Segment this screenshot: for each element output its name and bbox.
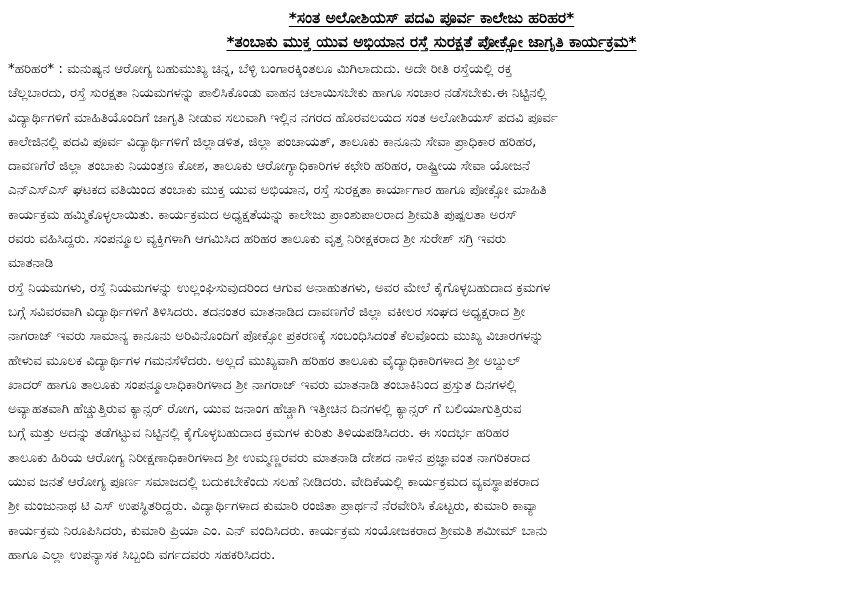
- body-line: ರವರು ವಹಿಸಿದ್ದರು. ಸಂಪನ್ಮೂಲ ವ್ಯಕ್ತಿಗಳಾಗಿ ಆಗಮಿಸಿದ ಹರಿಹರ ತಾಲೂಕು ವೃತ್ತ ನಿರೀಕ್ಷಕರಾದ ಶ್ರೀ ಸುರೇಶ್ ಸಗ್ರಿ ಇವರು: [8, 232, 507, 248]
- body-line: ಕಾರ್ಯಕ್ರಮ ನಿರೂಪಿಸಿದರು, ಕುಮಾರಿ ಪ್ರಿಯಾ ಎಂ. ಎನ್ ವಂದಿಸಿದರು. ಕಾರ್ಯಕ್ರಮ ಸಂಯೋಜಕರಾದ ಶ್ರೀಮತಿ ಶಮೀಮ್ ಬಾನು: [8, 523, 548, 539]
- body-line: ತಾಲೂಕು ಹಿರಿಯ ಆರೋಗ್ಯ ನಿರೀಕ್ಷಣಾಧಿಕಾರಿಗಳಾದ ಶ್ರೀ ಉಮ್ಮಣ್ಣರವರು ಮಾತನಾಡಿ ದೇಶದ ನಾಳಿನ ಪ್ರಜ್ಞಾವಂತ ನಾಗರಿಕರಾದ: [8, 450, 530, 466]
- body-line: ರಸ್ತೆ ನಿಯಮಗಳು, ರಸ್ತೆ ನಿಯಮಗಳನ್ನು ಉಲ್ಲಂಘಿಸುವುದರಿಂದ ಆಗುವ ಅನಾಹುತಗಳು, ಅವರ ಮೇಲೆ ಕೈಗೊಳ್ಳಬಹುದಾದ ಕ್ರಮಗಳ: [8, 280, 551, 296]
- title-text-2: *ತಂಬಾಕು ಮುಕ್ತ ಯುವ ಅಭಿಯಾನ ರಸ್ತೆ ಸುರಕ್ಷತೆ ಪೋಕ್ಸೋ ಜಾಗೃತಿ ಕಾರ್ಯಕ್ರಮ*: [226, 33, 637, 51]
- body-line: ಕಾಲೇಜಿನಲ್ಲಿ ಪದವಿ ಪೂರ್ವ ವಿದ್ಯಾರ್ಥಿಗಳಿಗೆ ಜಿಲ್ಲಾಡಳಿತ, ಜಿಲ್ಲಾ ಪಂಚಾಯತ್, ತಾಲೂಕು ಕಾನೂನು ಸೇವಾ ಪ್ರಾಧಿಕಾರ ಹರಿಹರ,: [8, 134, 537, 150]
- body-line: ಹಾಗೂ ಎಲ್ಲಾ ಉಪನ್ಯಾಸಕ ಸಿಬ್ಬಂದಿ ವರ್ಗದವರು ಸಹಕರಿಸಿದರು.: [8, 547, 276, 563]
- body-line: ಹೇಳುವ ಮೂಲಕ ವಿದ್ಯಾರ್ಥಿಗಳ ಗಮನಸೆಳೆದರು. ಅಲ್ಲದೆ ಮುಖ್ಯವಾಗಿ ಹರಿಹರ ತಾಲೂಕು ವೈದ್ಯಾಧಿಕಾರಿಗಳಾದ ಶ್ರೀ ಅಬ್ದುಲ್: [8, 353, 521, 369]
- body-line: ಮಾತನಾಡಿ: [8, 256, 54, 272]
- body-line: ಯುವ ಜನತೆ ಆರೋಗ್ಯ ಪೂರ್ಣ ಸಮಾಜದಲ್ಲಿ ಬದುಕಬೇಕೆಂದು ಸಲಹೆ ನೀಡಿದರು. ವೇದಿಕೆಯಲ್ಲಿ ಕಾರ್ಯಕ್ರಮದ ವ್ಯವಸ್ಥಾಪಕರಾದ: [8, 475, 540, 491]
- body-line: ನಾಗರಾಜ್ ಇವರು ಸಾಮಾನ್ಯ ಕಾನೂನು ಅರಿವಿನೊಂದಿಗೆ ಪೋಕ್ಸೋ ಪ್ರಕರಣಕ್ಕೆ ಸಂಬಂಧಿಸಿದಂತೆ ಕೆಲವೊಂದು ಮುಖ್ಯ ವಿಚಾರಗಳನ್ನು: [8, 329, 544, 345]
- title-text-1: *ಸಂತ ಅಲೋಶಿಯಸ್ ಪದವಿ ಪೂರ್ವ ಕಾಲೇಜು ಹರಿಹರ*: [288, 9, 575, 27]
- title-line-2: [8, 30, 855, 54]
- title-line-1: [8, 6, 855, 30]
- body-line: ಶ್ರೀ ಮಂಜುನಾಥ ಟಿ ಎಸ್ ಉಪಸ್ಥಿತರಿದ್ದರು. ವಿದ್ಯಾರ್ಥಿಗಳಾದ ಕುಮಾರಿ ರಂಜಿತಾ ಪ್ರಾರ್ಥನೆ ನೆರವೇರಿಸಿ ಕೊಟ್ಟರು, ಕುಮಾರಿ ಕಾವ್ಯಾ: [8, 499, 539, 515]
- body-line: ದಾವಣಗೆರೆ ಜಿಲ್ಲಾ ತಂಬಾಕು ನಿಯಂತ್ರಣ ಕೋಶ, ತಾಲೂಕು ಆರೋಗ್ಯಾಧಿಕಾರಿಗಳ ಕಛೇರಿ ಹರಿಹರ, ರಾಷ್ಟ್ರೀಯ ಸೇವಾ ಯೋಜನೆ: [8, 159, 530, 175]
- body-text: [8, 58, 855, 568]
- body-line: ಚೆಲ್ಲಬಾರದು, ರಸ್ತೆ ಸುರಕ್ಷತಾ ನಿಯಮಗಳನ್ನು ಪಾಲಿಸಿಕೊಂಡು ವಾಹನ ಚಲಾಯಿಸಬೇಕು ಹಾಗೂ ಸಂಚಾರ ನಡೆಸಬೇಕು.ಈ ನಿಟ್ಟಿನಲ್ಲಿ: [8, 86, 547, 102]
- body-line: ಅವ್ಯಾಹತವಾಗಿ ಹೆಚ್ಚುತ್ತಿರುವ ಕ್ಯಾನ್ಸರ್ ರೋಗ, ಯುವ ಜನಾಂಗ ಹೆಚ್ಚಾಗಿ ಇತ್ತೀಚಿನ ದಿನಗಳಲ್ಲಿ ಕ್ಯಾನ್ಸರ್ ಗೆ ಬಲಿಯಾಗುತ್ತಿರುವ: [8, 402, 522, 418]
- body-line: ಖಾದರ್ ಹಾಗೂ ತಾಲೂಕು ಸಂಪನ್ಮೂಲಾಧಿಕಾರಿಗಳಾದ ಶ್ರೀ ನಾಗರಾಜ್ ಇವರು ಮಾತನಾಡಿ ತಂಬಾಕಿನಿಂದ ಪ್ರಸ್ತುತ ದಿನಗಳಲ್ಲಿ: [8, 377, 517, 393]
- body-line: ಬಗ್ಗೆ ಸವಿವರವಾಗಿ ವಿದ್ಯಾರ್ಥಿಗಳಿಗೆ ತಿಳಿಸಿದರು. ತದನಂತರ ಮಾತನಾಡಿದ ದಾವಣಗೆರೆ ಜಿಲ್ಲಾ ವಕೀಲರ ಸಂಘದ ಅಧ್ಯಕ್ಷರಾದ ಶ್ರೀ: [8, 304, 526, 320]
- body-line: ಬಗ್ಗೆ ಮತ್ತು ಅದನ್ನು ತಡೆಗಟ್ಟುವ ನಿಟ್ಟಿನಲ್ಲಿ ಕೈಗೊಳ್ಳಬಹುದಾದ ಕ್ರಮಗಳ ಕುರಿತು ತಿಳಿಯಪಡಿಸಿದರು. ಈ ಸಂದರ್ಭ ಹರಿಹರ: [8, 426, 509, 442]
- body-line: *ಹರಿಹರ* : ಮನುಷ್ಯನ ಆರೋಗ್ಯ ಬಹುಮುಖ್ಯ ಚಿನ್ನ, ಬೆಳ್ಳಿ ಬಂಗಾರಕ್ಕಿಂತಲೂ ಮಿಗಿಲಾದುದು. ಅದೇ ರೀತಿ ರಸ್ತೆಯಲ್ಲಿ ರಕ್ತ: [8, 62, 512, 77]
- body-line: ಎನ್ಎಸ್ಎಸ್ ಘಟಕದ ವತಿಯಿಂದ ತಂಬಾಕು ಮುಕ್ತ ಯುವ ಅಭಿಯಾನ, ರಸ್ತೆ ಸುರಕ್ಷತಾ ಕಾರ್ಯಾಗಾರ ಹಾಗೂ ಪೋಕ್ಸೋ ಮಾಹಿತಿ: [8, 183, 547, 199]
- body-line: ಕಾರ್ಯಕ್ರಮ ಹಮ್ಮಿಕೊಳ್ಳಲಾಯಿತು. ಕಾರ್ಯಕ್ರಮದ ಅಧ್ಯಕ್ಷತೆಯನ್ನು ಕಾಲೇಜು ಪ್ರಾಂಶುಪಾಲರಾದ ಶ್ರೀಮತಿ ಪುಷ್ಪಲತಾ ಅರಸ್: [8, 207, 518, 223]
- body-line: ವಿದ್ಯಾರ್ಥಿಗಳಿಗೆ ಮಾಹಿತಿಯೊಂದಿಗೆ ಜಾಗೃತಿ ನೀಡುವ ಸಲುವಾಗಿ ಇಲ್ಲಿನ ನಗರದ ಹೊರವಲಯದ ಸಂತ ಅಲೋಶಿಯಸ್ ಪದವಿ ಪೂರ್ವ: [8, 110, 558, 126]
